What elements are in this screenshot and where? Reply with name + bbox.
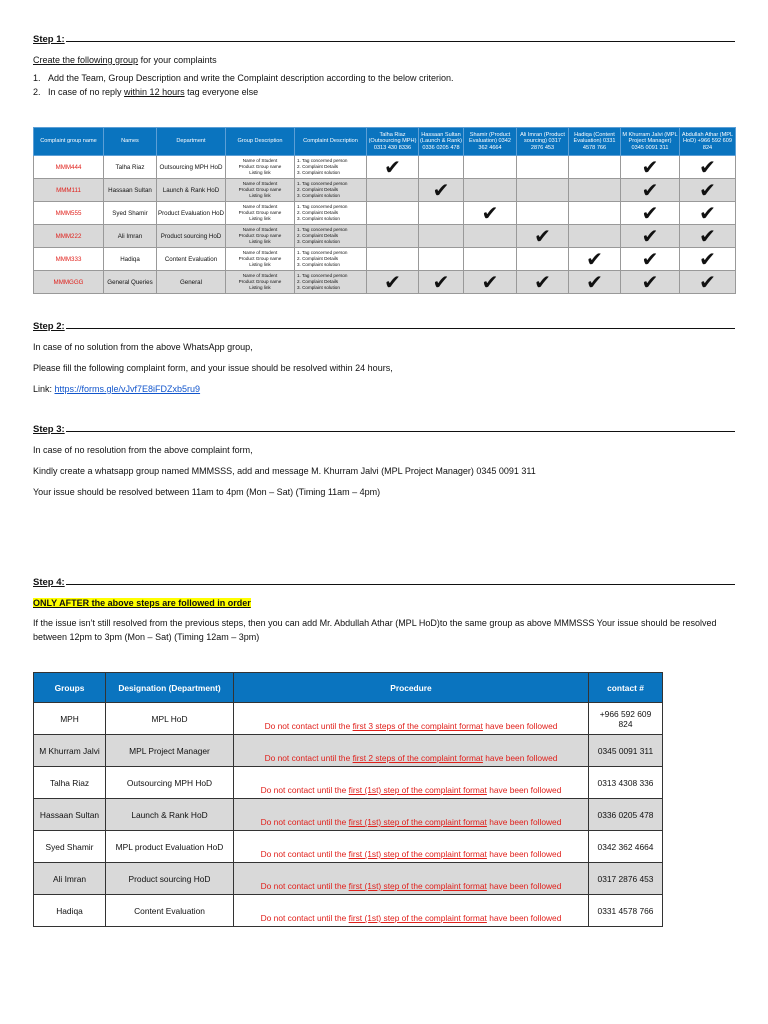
- member-cell: [464, 225, 517, 248]
- names-cell: Ali Imran: [104, 225, 157, 248]
- description-line: Name of Student: [242, 272, 278, 278]
- step-2-label: Step 2:: [33, 321, 65, 332]
- contact-table-header-row: [34, 673, 663, 703]
- member-cell: [680, 202, 736, 225]
- procedure-underlined: first 2 steps of the complaint format: [352, 753, 483, 763]
- checkmark-icon: ✔: [699, 155, 716, 179]
- procedure-underlined: first (1st) step of the complaint format: [348, 881, 487, 891]
- description-line: Listing link: [249, 262, 271, 268]
- checkmark-icon: ✔: [641, 201, 659, 225]
- rule-1: [33, 73, 454, 83]
- group-cell: Hadiqa: [34, 895, 106, 927]
- checkmark-icon: ✔: [432, 270, 450, 294]
- procedure-text: have been followed: [486, 785, 562, 795]
- member-cell: [464, 271, 517, 294]
- description-line: Product Group name: [238, 278, 282, 284]
- procedure-text: have been followed: [486, 881, 562, 891]
- member-cell: [680, 179, 736, 202]
- complaint-description-cell: [295, 271, 367, 294]
- group-name-cell: MMM111: [34, 179, 104, 202]
- procedure-text: have been followed: [482, 721, 558, 731]
- procedure-underlined: first 3 steps of the complaint format: [352, 721, 483, 731]
- contact-cell: 0313 4308 336: [589, 767, 663, 799]
- table-row: [34, 202, 736, 225]
- description-line: 1. Tag concerned person: [297, 272, 348, 278]
- divider: [66, 321, 735, 329]
- complaint-description-cell: [295, 202, 367, 225]
- group-cell: Syed Shamir: [34, 831, 106, 863]
- table-header-row: [34, 128, 736, 156]
- member-cell: [367, 179, 419, 202]
- link-label: Link:: [33, 384, 55, 394]
- checkmark-icon: ✔: [641, 155, 659, 179]
- rule-text-post: tag everyone else: [184, 87, 259, 97]
- checkmark-icon: ✔: [481, 270, 499, 294]
- member-cell: [419, 225, 464, 248]
- group-cell: M Khurram Jalvi: [34, 735, 106, 767]
- step-1-label: Step 1:: [33, 34, 65, 45]
- names-cell: Hadiqa: [104, 248, 157, 271]
- complaint-group-table: [33, 127, 736, 294]
- column-header: Complaint Description: [295, 128, 367, 156]
- step-2-line-2: Please fill the following complaint form, and your issue should be resolved within 24 hours,: [33, 363, 393, 373]
- member-cell: [517, 225, 569, 248]
- procedure-text: Do not contact until the: [264, 753, 353, 763]
- procedure-text: have been followed: [482, 753, 558, 763]
- group-name-cell: MMM444: [34, 156, 104, 179]
- department-cell: Product Evaluation HoD: [157, 202, 226, 225]
- contact-cell: +966 592 609 824: [589, 703, 663, 735]
- member-cell: [419, 248, 464, 271]
- rule-text: Add the Team, Group Description and write the Complaint description according to the below criterion.: [48, 73, 454, 83]
- department-cell: Outsourcing MPH HoD: [157, 156, 226, 179]
- procedure-cell: [234, 895, 589, 927]
- group-cell: Hassaan Sultan: [34, 799, 106, 831]
- procedure-underlined: first (1st) step of the complaint format: [348, 817, 487, 827]
- contact-cell: 0317 2876 453: [589, 863, 663, 895]
- step-2-heading: [33, 321, 735, 332]
- group-description-cell: [226, 225, 295, 248]
- rule-text-pre: In case of no reply: [48, 87, 125, 97]
- designation-cell: MPL Project Manager: [106, 735, 234, 767]
- description-line: 3. Complaint solution: [297, 285, 340, 291]
- column-header: M Khurram Jalvi (MPL Project Manager) 0345 0091 311: [621, 128, 680, 156]
- member-cell: [419, 179, 464, 202]
- group-description-cell: [226, 271, 295, 294]
- procedure-cell: [234, 799, 589, 831]
- step-3-line-1: In case of no resolution from the above complaint form,: [33, 445, 253, 455]
- description-line: 1. Tag concerned person: [297, 180, 348, 186]
- procedure-underlined: first (1st) step of the complaint format: [348, 913, 487, 923]
- procedure-cell: [234, 703, 589, 735]
- member-cell: [367, 271, 419, 294]
- checkmark-icon: ✔: [641, 270, 659, 294]
- member-cell: [367, 202, 419, 225]
- member-cell: [569, 225, 621, 248]
- names-cell: Hassaan Sultan: [104, 179, 157, 202]
- member-cell: [621, 248, 680, 271]
- names-cell: General Queries: [104, 271, 157, 294]
- step-3-heading: [33, 424, 735, 435]
- table-row: [34, 895, 663, 927]
- divider: [66, 424, 735, 432]
- description-line: Listing link: [249, 216, 271, 222]
- group-description-cell: [226, 202, 295, 225]
- description-line: Product Group name: [238, 209, 282, 215]
- rule-number: 2.: [33, 87, 41, 97]
- member-cell: [517, 156, 569, 179]
- checkmark-icon: ✔: [641, 247, 659, 271]
- group-cell: MPH: [34, 703, 106, 735]
- checkmark-icon: ✔: [586, 270, 603, 294]
- member-cell: [517, 271, 569, 294]
- column-header: Complaint group name: [34, 128, 104, 156]
- procedure-text: Do not contact until the: [260, 817, 349, 827]
- complaint-description-cell: [295, 179, 367, 202]
- description-line: 2. Complaint Details: [297, 232, 339, 238]
- step-4-heading: [33, 577, 735, 588]
- step-3-label: Step 3:: [33, 424, 65, 435]
- procedure-text: Do not contact until the: [260, 785, 349, 795]
- description-line: 2. Complaint Details: [297, 255, 339, 261]
- department-cell: Product sourcing HoD: [157, 225, 226, 248]
- description-line: Product Group name: [238, 232, 282, 238]
- procedure-text: have been followed: [486, 913, 562, 923]
- table-row: [34, 863, 663, 895]
- contact-table: [33, 672, 663, 927]
- description-line: 2. Complaint Details: [297, 278, 339, 284]
- names-cell: Syed Shamir: [104, 202, 157, 225]
- column-header: contact #: [589, 673, 663, 703]
- checkmark-icon: ✔: [384, 270, 401, 294]
- member-cell: [367, 156, 419, 179]
- checkmark-icon: ✔: [641, 178, 659, 202]
- column-header: Ali Imran (Product sourcing) 0317 2876 453: [517, 128, 569, 156]
- member-cell: [621, 156, 680, 179]
- procedure-cell: [234, 863, 589, 895]
- description-line: Listing link: [249, 285, 271, 291]
- description-line: 3. Complaint solution: [297, 170, 340, 176]
- designation-cell: Content Evaluation: [106, 895, 234, 927]
- column-header: Groups: [34, 673, 106, 703]
- names-cell: Talha Riaz: [104, 156, 157, 179]
- procedure-cell: [234, 735, 589, 767]
- description-line: Listing link: [249, 170, 271, 176]
- description-line: 2. Complaint Details: [297, 163, 339, 169]
- step-2-line-1: In case of no solution from the above WhatsApp group,: [33, 342, 253, 352]
- column-header: Shamir (Product Evaluation) 0342 362 4664: [464, 128, 517, 156]
- member-cell: [680, 156, 736, 179]
- designation-cell: Product sourcing HoD: [106, 863, 234, 895]
- member-cell: [621, 202, 680, 225]
- rule-text-underlined: within 12 hours: [124, 87, 185, 97]
- description-line: Name of Student: [242, 180, 278, 186]
- designation-cell: Outsourcing MPH HoD: [106, 767, 234, 799]
- description-line: 3. Complaint solution: [297, 239, 340, 245]
- checkmark-icon: ✔: [384, 155, 401, 179]
- member-cell: [517, 179, 569, 202]
- column-header: Abdullah Athar (MPL HoD) +966 592 609 824: [680, 128, 736, 156]
- table-row: [34, 271, 736, 294]
- description-line: 3. Complaint solution: [297, 193, 340, 199]
- procedure-text: have been followed: [486, 817, 562, 827]
- procedure-text: Do not contact until the: [260, 849, 349, 859]
- description-line: Product Group name: [238, 186, 282, 192]
- rule-number: 1.: [33, 73, 41, 83]
- designation-cell: Launch & Rank HoD: [106, 799, 234, 831]
- member-cell: [680, 248, 736, 271]
- member-cell: [621, 225, 680, 248]
- step-3-line-3: Your issue should be resolved between 11am to 4pm (Mon – Sat) (Timing 11am – 4pm): [33, 487, 381, 497]
- member-cell: [419, 156, 464, 179]
- procedure-text: Do not contact until the: [264, 721, 353, 731]
- checkmark-icon: ✔: [534, 224, 551, 248]
- member-cell: [569, 202, 621, 225]
- table-row: [34, 735, 663, 767]
- complaint-description-cell: [295, 225, 367, 248]
- checkmark-icon: ✔: [699, 178, 716, 202]
- group-name-cell: MMM222: [34, 225, 104, 248]
- procedure-underlined: first (1st) step of the complaint format: [348, 785, 487, 795]
- highlighted-warning: ONLY AFTER the above steps are followed in order: [33, 598, 251, 608]
- intro-underlined: Create the following group: [33, 55, 139, 65]
- contact-cell: 0331 4578 766: [589, 895, 663, 927]
- procedure-text: Do not contact until the: [260, 881, 349, 891]
- checkmark-icon: ✔: [534, 270, 551, 294]
- table-row: [34, 703, 663, 735]
- group-name-cell: MMMGGG: [34, 271, 104, 294]
- member-cell: [367, 225, 419, 248]
- column-header: Department: [157, 128, 226, 156]
- member-cell: [464, 179, 517, 202]
- table-row: [34, 767, 663, 799]
- member-cell: [621, 179, 680, 202]
- designation-cell: MPL HoD: [106, 703, 234, 735]
- group-name-cell: MMM555: [34, 202, 104, 225]
- checkmark-icon: ✔: [699, 201, 716, 225]
- description-line: Name of Student: [242, 249, 278, 255]
- member-cell: [419, 271, 464, 294]
- description-line: 1. Tag concerned person: [297, 226, 348, 232]
- description-line: Listing link: [249, 193, 271, 199]
- member-cell: [517, 248, 569, 271]
- description-line: 2. Complaint Details: [297, 186, 339, 192]
- checkmark-icon: ✔: [641, 224, 659, 248]
- divider: [66, 577, 735, 585]
- description-line: Name of Student: [242, 226, 278, 232]
- table-row: [34, 225, 736, 248]
- member-cell: [517, 202, 569, 225]
- department-cell: Launch & Rank HoD: [157, 179, 226, 202]
- step-1-intro: [33, 55, 217, 65]
- column-header: Group Description: [226, 128, 295, 156]
- member-cell: [621, 271, 680, 294]
- step-3-line-2: Kindly create a whatsapp group named MMMSSS, add and message M. Khurram Jalvi (MPL Project Manager) 0345 0091 311: [33, 466, 536, 476]
- group-name-cell: MMM333: [34, 248, 104, 271]
- description-line: Name of Student: [242, 203, 278, 209]
- table-row: [34, 799, 663, 831]
- group-description-cell: [226, 179, 295, 202]
- member-cell: [569, 248, 621, 271]
- department-cell: General: [157, 271, 226, 294]
- description-line: Product Group name: [238, 163, 282, 169]
- group-description-cell: [226, 156, 295, 179]
- contact-cell: 0342 362 4664: [589, 831, 663, 863]
- department-cell: Content Evaluation: [157, 248, 226, 271]
- group-cell: Ali Imran: [34, 863, 106, 895]
- contact-cell: 0345 0091 311: [589, 735, 663, 767]
- description-line: 2. Complaint Details: [297, 209, 339, 215]
- step-4-highlight-line: [33, 598, 251, 608]
- rule-2: [33, 87, 454, 97]
- divider: [66, 34, 735, 42]
- member-cell: [680, 225, 736, 248]
- intro-rest: for your complaints: [138, 55, 217, 65]
- member-cell: [464, 156, 517, 179]
- member-cell: [464, 248, 517, 271]
- column-header: Designation (Department): [106, 673, 234, 703]
- complaint-description-cell: [295, 156, 367, 179]
- procedure-underlined: first (1st) step of the complaint format: [348, 849, 487, 859]
- member-cell: [464, 202, 517, 225]
- member-cell: [680, 271, 736, 294]
- procedure-text: Do not contact until the: [260, 913, 349, 923]
- step-4-line-1: If the issue isn’t still resolved from the previous steps, then you can add Mr. Abdullah Athar (MPL HoD)to the same group as above MMMSSS Your issue should be resolved: [33, 618, 717, 628]
- complaint-form-link[interactable]: https://forms.gle/vJvf7E8iFDZxb5ru9: [54, 384, 201, 394]
- table-row: [34, 831, 663, 863]
- column-header: Hassaan Sultan (Launch & Rank) 0336 0205 478: [419, 128, 464, 156]
- checkmark-icon: ✔: [586, 247, 603, 271]
- column-header: Hadiqa (Content Evaluation) 0331 4578 766: [569, 128, 621, 156]
- description-line: 3. Complaint solution: [297, 216, 340, 222]
- description-line: 3. Complaint solution: [297, 262, 340, 268]
- description-line: 1. Tag concerned person: [297, 157, 348, 163]
- step-1-rules: [33, 73, 454, 101]
- checkmark-icon: ✔: [699, 270, 716, 294]
- column-header: Talha Riaz (Outsourcing MPH) 0313 430 8336: [367, 128, 419, 156]
- member-cell: [367, 248, 419, 271]
- checkmark-icon: ✔: [481, 201, 499, 225]
- table-row: [34, 179, 736, 202]
- procedure-cell: [234, 767, 589, 799]
- designation-cell: MPL product Evaluation HoD: [106, 831, 234, 863]
- complaint-description-cell: [295, 248, 367, 271]
- table-row: [34, 248, 736, 271]
- contact-cell: 0336 0205 478: [589, 799, 663, 831]
- procedure-text: have been followed: [486, 849, 562, 859]
- member-cell: [419, 202, 464, 225]
- procedure-cell: [234, 831, 589, 863]
- step-2-link-line: [33, 384, 200, 394]
- description-line: Listing link: [249, 239, 271, 245]
- table-row: [34, 156, 736, 179]
- description-line: Product Group name: [238, 255, 282, 261]
- step-4-label: Step 4:: [33, 577, 65, 588]
- description-line: 1. Tag concerned person: [297, 249, 348, 255]
- step-1-heading: [33, 34, 735, 45]
- description-line: Name of Student: [242, 157, 278, 163]
- group-description-cell: [226, 248, 295, 271]
- member-cell: [569, 271, 621, 294]
- checkmark-icon: ✔: [699, 247, 716, 271]
- description-line: 1. Tag concerned person: [297, 203, 348, 209]
- step-4-line-2: between 12pm to 3pm (Mon – Sat) (Timing 12am – 3pm): [33, 632, 260, 642]
- member-cell: [569, 179, 621, 202]
- checkmark-icon: ✔: [432, 178, 450, 202]
- column-header: Procedure: [234, 673, 589, 703]
- group-cell: Talha Riaz: [34, 767, 106, 799]
- member-cell: [569, 156, 621, 179]
- column-header: Names: [104, 128, 157, 156]
- checkmark-icon: ✔: [699, 224, 716, 248]
